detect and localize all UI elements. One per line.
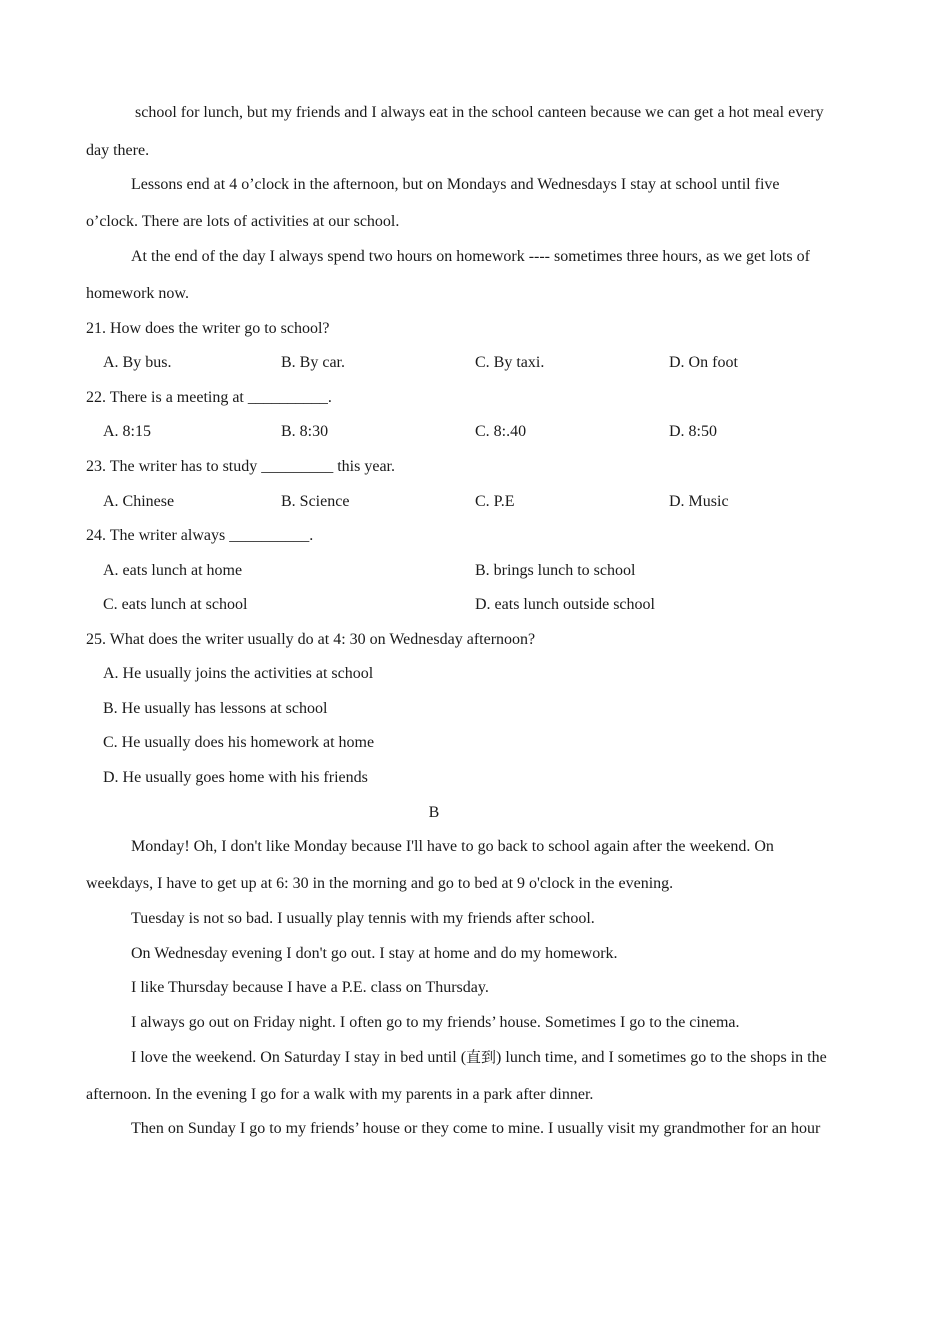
passage-a-paragraph-1-line-1: school for lunch, but my friends and I always eat in the school canteen because we can get a hot meal every [135, 104, 824, 121]
question-25-option-a: A. He usually joins the activities at school [103, 665, 374, 682]
question-22-option-c: C. 8:.40 [475, 423, 527, 440]
passage-b-paragraph-6-line-1 [131, 1047, 827, 1068]
question-24-option-d: D. eats lunch outside school [475, 596, 655, 613]
question-21-option-b: B. By car. [281, 354, 345, 371]
passage-a-paragraph-3-line-2: homework now. [86, 285, 189, 302]
passage-b-paragraph-6-line-2: afternoon. In the evening I go for a walk with my parents in a park after dinner. [86, 1086, 594, 1103]
question-22-option-d: D. 8:50 [669, 423, 717, 440]
passage-a-paragraph-2-line-1: Lessons end at 4 o’clock in the afternoon, but on Mondays and Wednesdays I stay at school until five [131, 176, 780, 193]
question-25-option-b: B. He usually has lessons at school [103, 700, 328, 717]
passage-a-paragraph-2-line-2: o’clock. There are lots of activities at our school. [86, 213, 400, 230]
question-23-option-c: C. P.E [475, 493, 515, 510]
question-24-option-a: A. eats lunch at home [103, 562, 243, 579]
question-23-option-a: A. Chinese [103, 493, 175, 510]
section-heading-b: B [428, 804, 440, 821]
paragraph-6-text-after: ) lunch time, and I sometimes go to the shops in the [496, 1049, 827, 1066]
passage-a-paragraph-3-line-1: At the end of the day I always spend two hours on homework ---- sometimes three hours, as we get lots of [131, 248, 810, 265]
passage-b-paragraph-7: Then on Sunday I go to my friends’ house or they come to mine. I usually visit my grandmother for an hour [131, 1120, 821, 1137]
question-23-stem: 23. The writer has to study _________ this year. [86, 458, 395, 475]
passage-b-paragraph-5: I always go out on Friday night. I often go to my friends’ house. Sometimes I go to the cinema. [131, 1014, 740, 1031]
question-25-option-c: C. He usually does his homework at home [103, 734, 375, 751]
question-24-option-c: C. eats lunch at school [103, 596, 248, 613]
chinese-gloss: 直到 [466, 1048, 497, 1066]
passage-b-paragraph-3: On Wednesday evening I don't go out. I stay at home and do my homework. [131, 945, 618, 962]
question-21-option-d: D. On foot [669, 354, 738, 371]
question-25-option-d: D. He usually goes home with his friends [103, 769, 368, 786]
question-24-stem: 24. The writer always __________. [86, 527, 314, 544]
passage-b-paragraph-1-line-2: weekdays, I have to get up at 6: 30 in the morning and go to bed at 9 o'clock in the evening. [86, 875, 674, 892]
question-22-stem: 22. There is a meeting at __________. [86, 389, 332, 406]
question-21-option-a: A. By bus. [103, 354, 172, 371]
passage-b-paragraph-4: I like Thursday because I have a P.E. class on Thursday. [131, 979, 489, 996]
passage-b-paragraph-2: Tuesday is not so bad. I usually play tennis with my friends after school. [131, 910, 595, 927]
passage-a-paragraph-1-line-2: day there. [86, 142, 150, 159]
question-24-option-b: B. brings lunch to school [475, 562, 636, 579]
question-22-option-b: B. 8:30 [281, 423, 329, 440]
passage-b-paragraph-1-line-1: Monday! Oh, I don't like Monday because I'll have to go back to school again after the weekend. On [131, 838, 774, 855]
question-21-option-c: C. By taxi. [475, 354, 545, 371]
question-23-option-b: B. Science [281, 493, 350, 510]
question-25-stem: 25. What does the writer usually do at 4: 30 on Wednesday afternoon? [86, 631, 536, 648]
question-21-stem: 21. How does the writer go to school? [86, 320, 330, 337]
question-23-option-d: D. Music [669, 493, 729, 510]
question-22-option-a: A. 8:15 [103, 423, 151, 440]
paragraph-6-text-before: I love the weekend. On Saturday I stay in bed until ( [131, 1049, 467, 1066]
